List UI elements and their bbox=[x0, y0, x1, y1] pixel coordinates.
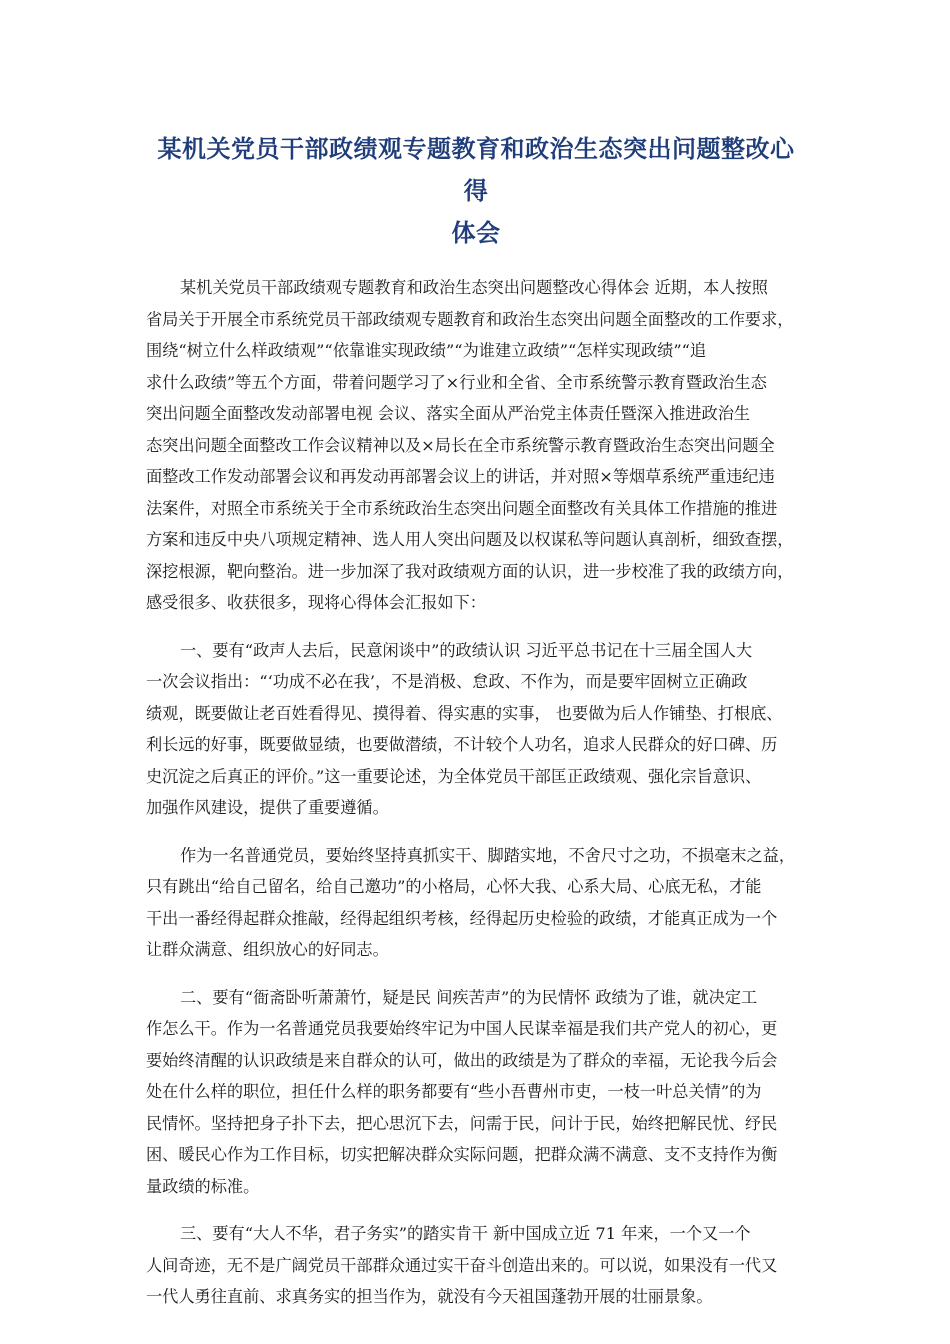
paragraph-line: 深挖根源，靶向整治。进一步加深了我对政绩观方面的认识，进一步校准了我的政绩方向， bbox=[146, 561, 794, 581]
document-body bbox=[146, 272, 806, 1313]
paragraph-line: 处在什么样的职位，担任什么样的职务都要有“些小吾曹州市吏，一枝一叶总关情”的为 bbox=[146, 1082, 762, 1101]
paragraph-line: 干出一番经得起群众推敲，经得起组织考核，经得起历史检验的政绩，才能真正成为一个 bbox=[146, 908, 778, 928]
paragraph-line: 利长远的好事，既要做显绩，也要做潜绩，不计较个人功名，追求人民群众的好口碑、历 bbox=[146, 735, 778, 754]
paragraph-line: 省局关于开展全市系统党员干部政绩观专题教育和政治生态突出问题全面整改的工作要求， bbox=[146, 309, 794, 329]
paragraph-line: 求什么政绩”等五个方面，带着问题学习了×行业和全省、全市系统警示教育暨政治生态 bbox=[146, 372, 767, 392]
paragraph-line: 作怎么干。作为一名普通党员我要始终牢记为中国人民谋幸福是我们共产党人的初心，更 bbox=[146, 1019, 778, 1038]
paragraph-1 bbox=[146, 272, 806, 619]
paragraph-line: 加强作风建设，提供了重要遵循。 bbox=[146, 798, 389, 817]
paragraph-line: 史沉淀之后真正的评价。”这一重要论述，为全体党员干部匡正政绩观、强化宗旨意识、 bbox=[146, 766, 762, 786]
paragraph-line: 法案件，对照全市系统关于全市系统政治生态突出问题全面整改有关具体工作措施的推进 bbox=[146, 498, 778, 518]
title-line: 某机关党员干部政绩观专题教育和政治生态突出问题整改心得 bbox=[157, 135, 795, 205]
paragraph-line: 只有跳出“给自己留名，给自己邀功”的小格局，心怀大我、心系大局、心底无私，才能 bbox=[146, 877, 762, 896]
paragraph-line: 困、暖民心作为工作目标，切实把解决群众实际问题，把群众满不满意、支不支持作为衡 bbox=[146, 1145, 778, 1164]
paragraph-line: 面整改工作发动部署会议和再发动再部署会议上的讲话，并对照×等烟草系统严重违纪违 bbox=[146, 467, 775, 486]
paragraph-line: 三、要有“大人不华，君子务实”的踏实肯干 新中国成立近 71 年来，一个又一个 bbox=[180, 1224, 751, 1243]
document-page bbox=[146, 128, 806, 1329]
paragraph-line: 一、要有“政声人去后，民意闲谈中”的政绩认识 习近平总书记在十三届全国人大 bbox=[180, 640, 753, 660]
paragraph-line: 方案和违反中央八项规定精神、选人用人突出问题及以权谋私等问题认真剖析，细致查摆， bbox=[146, 530, 794, 549]
paragraph-line: 围绕“树立什么样政绩观”“依靠谁实现政绩”“为谁建立政绩”“怎样实现政绩”“追 bbox=[146, 341, 707, 360]
paragraph-line: 要始终清醒的认识政绩是来自群众的认可，做出的政绩是为了群众的幸福，无论我今后会 bbox=[146, 1050, 778, 1070]
document-title bbox=[146, 128, 806, 254]
title-line: 体会 bbox=[451, 219, 501, 247]
paragraph-line: 让群众满意、组织放心的好同志。 bbox=[146, 940, 389, 959]
paragraph-line: 人间奇迹，无不是广阔党员干部群众通过实干奋斗创造出来的。可以说，如果没有一代又 bbox=[146, 1255, 778, 1275]
paragraph-line: 一代人勇往直前、求真务实的担当作为，就没有今天祖国蓬勃开展的壮丽景象。 bbox=[146, 1287, 713, 1306]
paragraph-line: 作为一名普通党员，要始终坚持真抓实干、脚踏实地，不舍尺寸之功，不损毫末之益， bbox=[180, 845, 796, 865]
paragraph-line: 民情怀。坚持把身子扑下去，把心思沉下去，问需于民，问计于民，始终把解民忧、纾民 bbox=[146, 1113, 778, 1133]
paragraph-line: 二、要有“衙斋卧听萧萧竹，疑是民 间疾苦声”的为民情怀 政绩为了谁，就决定工 bbox=[180, 987, 758, 1007]
paragraph-line: 态突出问题全面整改工作会议精神以及×局长在全市系统警示教育暨政治生态突出问题全 bbox=[146, 435, 775, 455]
paragraph-2 bbox=[146, 635, 806, 824]
paragraph-5 bbox=[146, 1218, 806, 1313]
paragraph-line: 感受很多、收获很多，现将心得体会汇报如下： bbox=[146, 593, 486, 612]
paragraph-4 bbox=[146, 982, 806, 1203]
paragraph-3 bbox=[146, 840, 806, 966]
paragraph-line: 突出问题全面整改发动部署电视 会议、落实全面从严治党主体责任暨深入推进政治生 bbox=[146, 404, 751, 423]
paragraph-line: 某机关党员干部政绩观专题教育和政治生态突出问题整改心得体会 近期，本人按照 bbox=[180, 278, 768, 297]
paragraph-line: 绩观，既要做让老百姓看得见、摸得着、得实惠的实事， 也要做为后人作铺垫、打根底、 bbox=[146, 703, 783, 723]
paragraph-line: 量政绩的标准。 bbox=[146, 1176, 260, 1196]
paragraph-line: 一次会议指出：“‘功成不必在我’，不是消极、怠政、不作为，而是要牢固树立正确政 bbox=[146, 672, 748, 691]
